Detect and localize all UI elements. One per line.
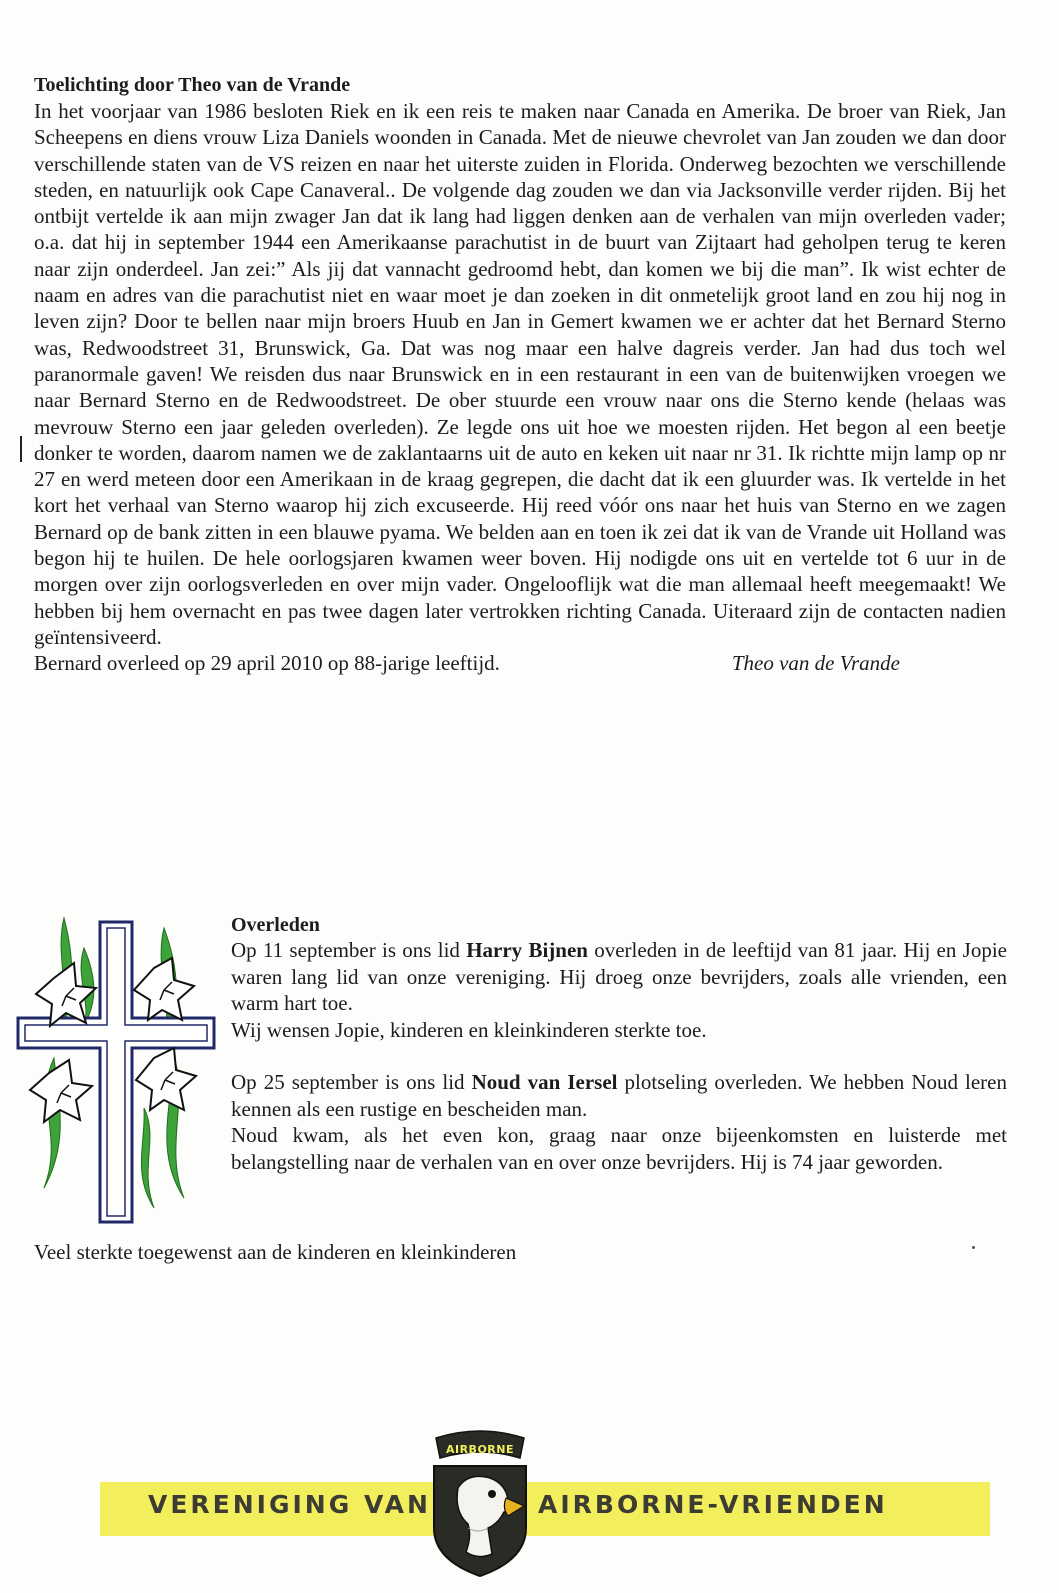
- obituaries: [231, 913, 1007, 1175]
- screaming-eagle-patch-icon: [428, 1428, 532, 1578]
- obituary-noud-van-iersel: [231, 1069, 1007, 1122]
- patch-text: AIRBORNE: [445, 1443, 515, 1456]
- obituary-text: plotseling overleden. We hebben Noud leren kennen als een rustige en bescheiden man.: [231, 1070, 1007, 1121]
- article-heading: Toelichting door Theo van de Vrande: [34, 74, 351, 96]
- article-last-line: Bernard overleed op 29 april 2010 op 88-jarige leeftijd.: [34, 651, 500, 676]
- stray-dot: [972, 1246, 975, 1249]
- article-body: In het voorjaar van 1986 besloten Riek en ik een reis te maken naar Canada en Amerika. De broer van Riek, Jan Scheepens en diens vrouw Liza Daniels woonden in Canada. Met de nieuwe chevrolet van Jan zouden we dan door verschillende staten van de VS reizen en naar het uiterste zuiden in Florida. Onderweg bezochten we verschillende steden, en natuurlijk ook Cape Canaveral.. De volgende dag zouden we dan via Jacksonville verder rijden. Bij het ontbijt vertelde ik aan mijn zwager Jan dat ik lang had liggen denken aan de verhalen van mijn overleden vader; o.a. dat hij in september 1944 een Amerikaanse parachutist in de buurt van Zijtaart had geholpen terug te keren naar zijn onderdeel. Jan zei:” Als jij dat vannacht gedroomd hebt, dan komen we bij die man”. Ik wist echter de naam en adres van die parachutist niet en waar moet je dan zoeken in dit onmetelijk groot land en zou hij nog in leven zijn? Door te bellen naar mijn broers Huub en Jan in Gemert kwamen we er achter dat het Bernard Sterno was, Redwoodstreet 31, Brunswick, Ga. Dat was nog maar een halve dagreis verder. Jan had dus toch wel paranormale gaven! We reisden dus naar Brunswick en in een restaurant in een van de buitenwijken vroegen we naar Bernard Sterno en de Redwoodstreet. De ober stuurde een vrouw naar ons die Sterno kende (helaas was mevrouw Sterno een jaar geleden overleden). Ze legde ons uit hoe we moesten rijden. Het begon al een beetje donker te worden, daarom namen we de zaklantaarns uit de auto en keken uit naar nr 31. Ik richtte mijn lamp op nr 27 en werd meteen door een Amerikaan in de kraag gegrepen, die dacht dat ik een gluurder was. Ik vertelde in het kort het verhaal van Sterno waarop hij zich excuseerde. Hij reed vóór ons naar het huis van Sterno en we zagen Bernard op de bank zitten in een blauwe pyama. We belden aan en toen ik zei dat ik van de Vrande uit Holland was begon hij te huilen. De hele oorlogsjaren kwamen weer boven. Hij nodigde ons uit en vertelde tot 6 uur in de morgen over zijn oorlogsverleden en over mijn vader. Ongelooflijk wat die man allemaal heeft meegemaakt! We hebben bij hem overnacht en pas twee dagen later vertrokken richting Canada. Uiteraard zijn de contacten nadien geïntensiveerd.: [34, 99, 1006, 649]
- obituary-name: Noud van Iersel: [471, 1070, 618, 1094]
- obituaries-heading: Overleden: [231, 914, 320, 936]
- footer-left-text: VERENIGING VAN: [148, 1490, 431, 1519]
- obituary-harry-bijnen: [231, 937, 1007, 1017]
- obituary-text: overleden in de leeftijd van 81 jaar. Hij en Jopie waren lang lid van onze vereniging. Hij droeg onze bevrijders, zoals alle vrienden, een warm hart toe.: [231, 938, 1007, 1015]
- article: [34, 74, 1006, 677]
- obituaries-closing: Veel sterkte toegewenst aan de kinderen en kleinkinderen: [34, 1240, 517, 1264]
- obituary-noud-more: Noud kwam, als het even kon, graag naar onze bijeenkomsten en luisterde met belangstelling naar de verhalen van en over onze bevrijders. Hij is 74 jaar geworden.: [231, 1123, 1007, 1174]
- lily-cross-icon: [14, 908, 220, 1228]
- article-signature: Theo van de Vrande: [731, 651, 900, 676]
- obituary-name: Harry Bijnen: [466, 938, 588, 962]
- spacer: [231, 1043, 1007, 1069]
- obituary-text: Op 11 september is ons lid: [231, 938, 467, 962]
- article-closing-row: [34, 650, 900, 676]
- margin-mark: [20, 436, 22, 462]
- obituary-text: Op 25 september is ons lid: [231, 1070, 472, 1094]
- footer-right-text: AIRBORNE-VRIENDEN: [538, 1490, 888, 1519]
- obituary-wish: Wij wensen Jopie, kinderen en kleinkinderen sterkte toe.: [231, 1017, 707, 1042]
